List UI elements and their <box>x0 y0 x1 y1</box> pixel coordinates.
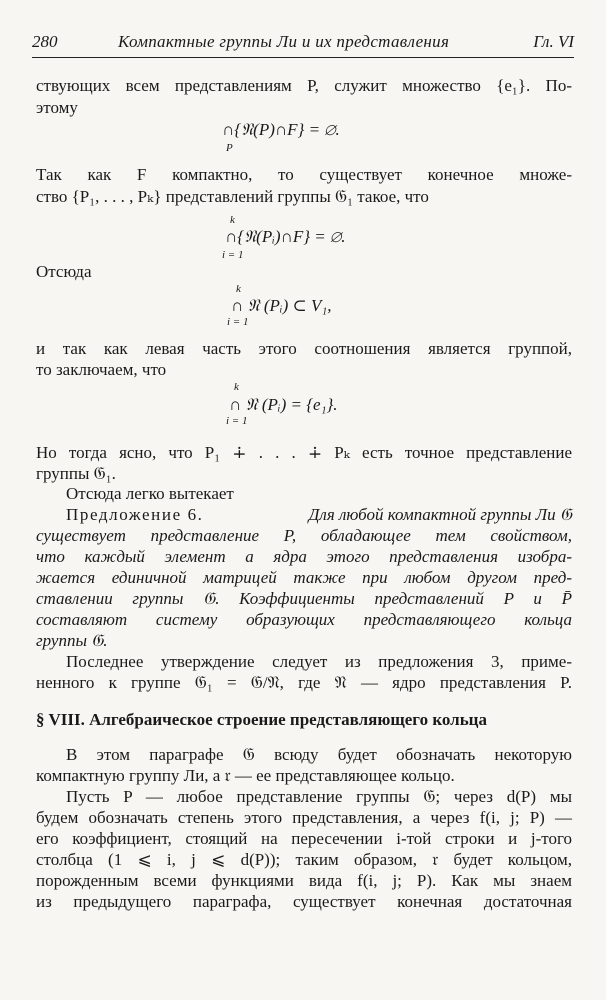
text-line: ство {P₁, . . . , Pₖ} представлений группы 𝔊₁ такое, что <box>36 187 429 206</box>
header-rule <box>32 57 574 58</box>
formula-2-subscript: i = 1 <box>222 249 244 261</box>
text-line: ствующих всем представлениям P, служит множество {e₁}. По- <box>36 76 572 95</box>
text-line: этому <box>36 98 78 117</box>
formula-3: ∩ 𝔑 (Pᵢ) ⊂ V₁, <box>231 296 332 315</box>
text-line: будем обозначать степень этого представления, а через f(i, j; P) — <box>36 808 572 827</box>
proposition-text: Для любой компактной группы Ли 𝔊 <box>308 505 572 524</box>
proposition-line: группы 𝔊. <box>36 631 108 650</box>
chapter-label: Гл. VI <box>533 32 574 51</box>
text-line: Но тогда ясно, что P₁ ∔ . . . ∔ Pₖ есть точное представление <box>36 443 572 462</box>
formula-4-superscript: k <box>234 381 239 393</box>
proposition-line <box>66 505 572 525</box>
formula-3-superscript: k <box>236 283 241 295</box>
text-line: Пусть P — любое представление группы 𝔊; через d(P) мы <box>66 787 572 806</box>
text-line: Так как F компактно, то существует конечное множе- <box>36 165 572 184</box>
text-line: группы 𝔊₁. <box>36 464 116 483</box>
text-line: столбца (1 ⩽ i, j ⩽ d(P)); таким образом, 𝔯 будет кольцом, <box>36 850 572 869</box>
formula-1-subscript: P <box>226 142 233 154</box>
proposition-line: ставлении группы 𝔊. Коэффициенты представлений P и P̄ <box>36 589 572 608</box>
text-line: то заключаем, что <box>36 360 167 379</box>
text-line: компактную группу Ли, а 𝔯 — ее представляющее кольцо. <box>36 766 455 785</box>
formula-4-subscript: i = 1 <box>226 415 248 427</box>
text-line: Последнее утверждение следует из предложения 3, приме- <box>66 652 572 671</box>
section-heading: § VIII. Алгебраическое строение представляющего кольца <box>36 710 487 729</box>
text-line: Отсюда <box>36 262 92 281</box>
proposition-label: Предложение 6. <box>66 505 204 524</box>
text-line: его коэффициент, стоящий на пересечении i-той строки и j-того <box>36 829 572 848</box>
formula-3-subscript: i = 1 <box>227 316 249 328</box>
formula-2-superscript: k <box>230 214 235 226</box>
proposition-line: составляют систему образующих представляющего кольца <box>36 610 572 629</box>
proposition-line: что каждый элемент a ядра этого представления изобра- <box>36 547 572 566</box>
formula-2: ∩{𝔑(Pᵢ)∩F} = ∅. <box>225 227 346 246</box>
formula-4: ∩ 𝔑 (Pᵢ) = {e₁}. <box>229 395 338 414</box>
text-line: ненного к группе 𝔊₁ = 𝔊/𝔑, где 𝔑 — ядро представления P. <box>36 673 572 692</box>
text-line: В этом параграфе 𝔊 всюду будет обозначать некоторую <box>66 745 572 764</box>
running-header <box>32 32 574 54</box>
formula-1: ∩{𝔑(P)∩F} = ∅. <box>222 120 340 139</box>
page-number: 280 <box>32 32 58 51</box>
proposition-line: жается единичной матрицей также при любом другом пред- <box>36 568 572 587</box>
text-line: и так как левая часть этого соотношения является группой, <box>36 339 572 358</box>
text-line: из предыдущего параграфа, существует конечная достаточная <box>36 892 572 911</box>
proposition-line: существует представление P, обладающее тем свойством, <box>36 526 572 545</box>
text-line: порожденным всеми функциями вида f(i, j; P). Как мы знаем <box>36 871 572 890</box>
text-line: Отсюда легко вытекает <box>66 484 234 503</box>
running-title: Компактные группы Ли и их представления <box>118 32 450 51</box>
